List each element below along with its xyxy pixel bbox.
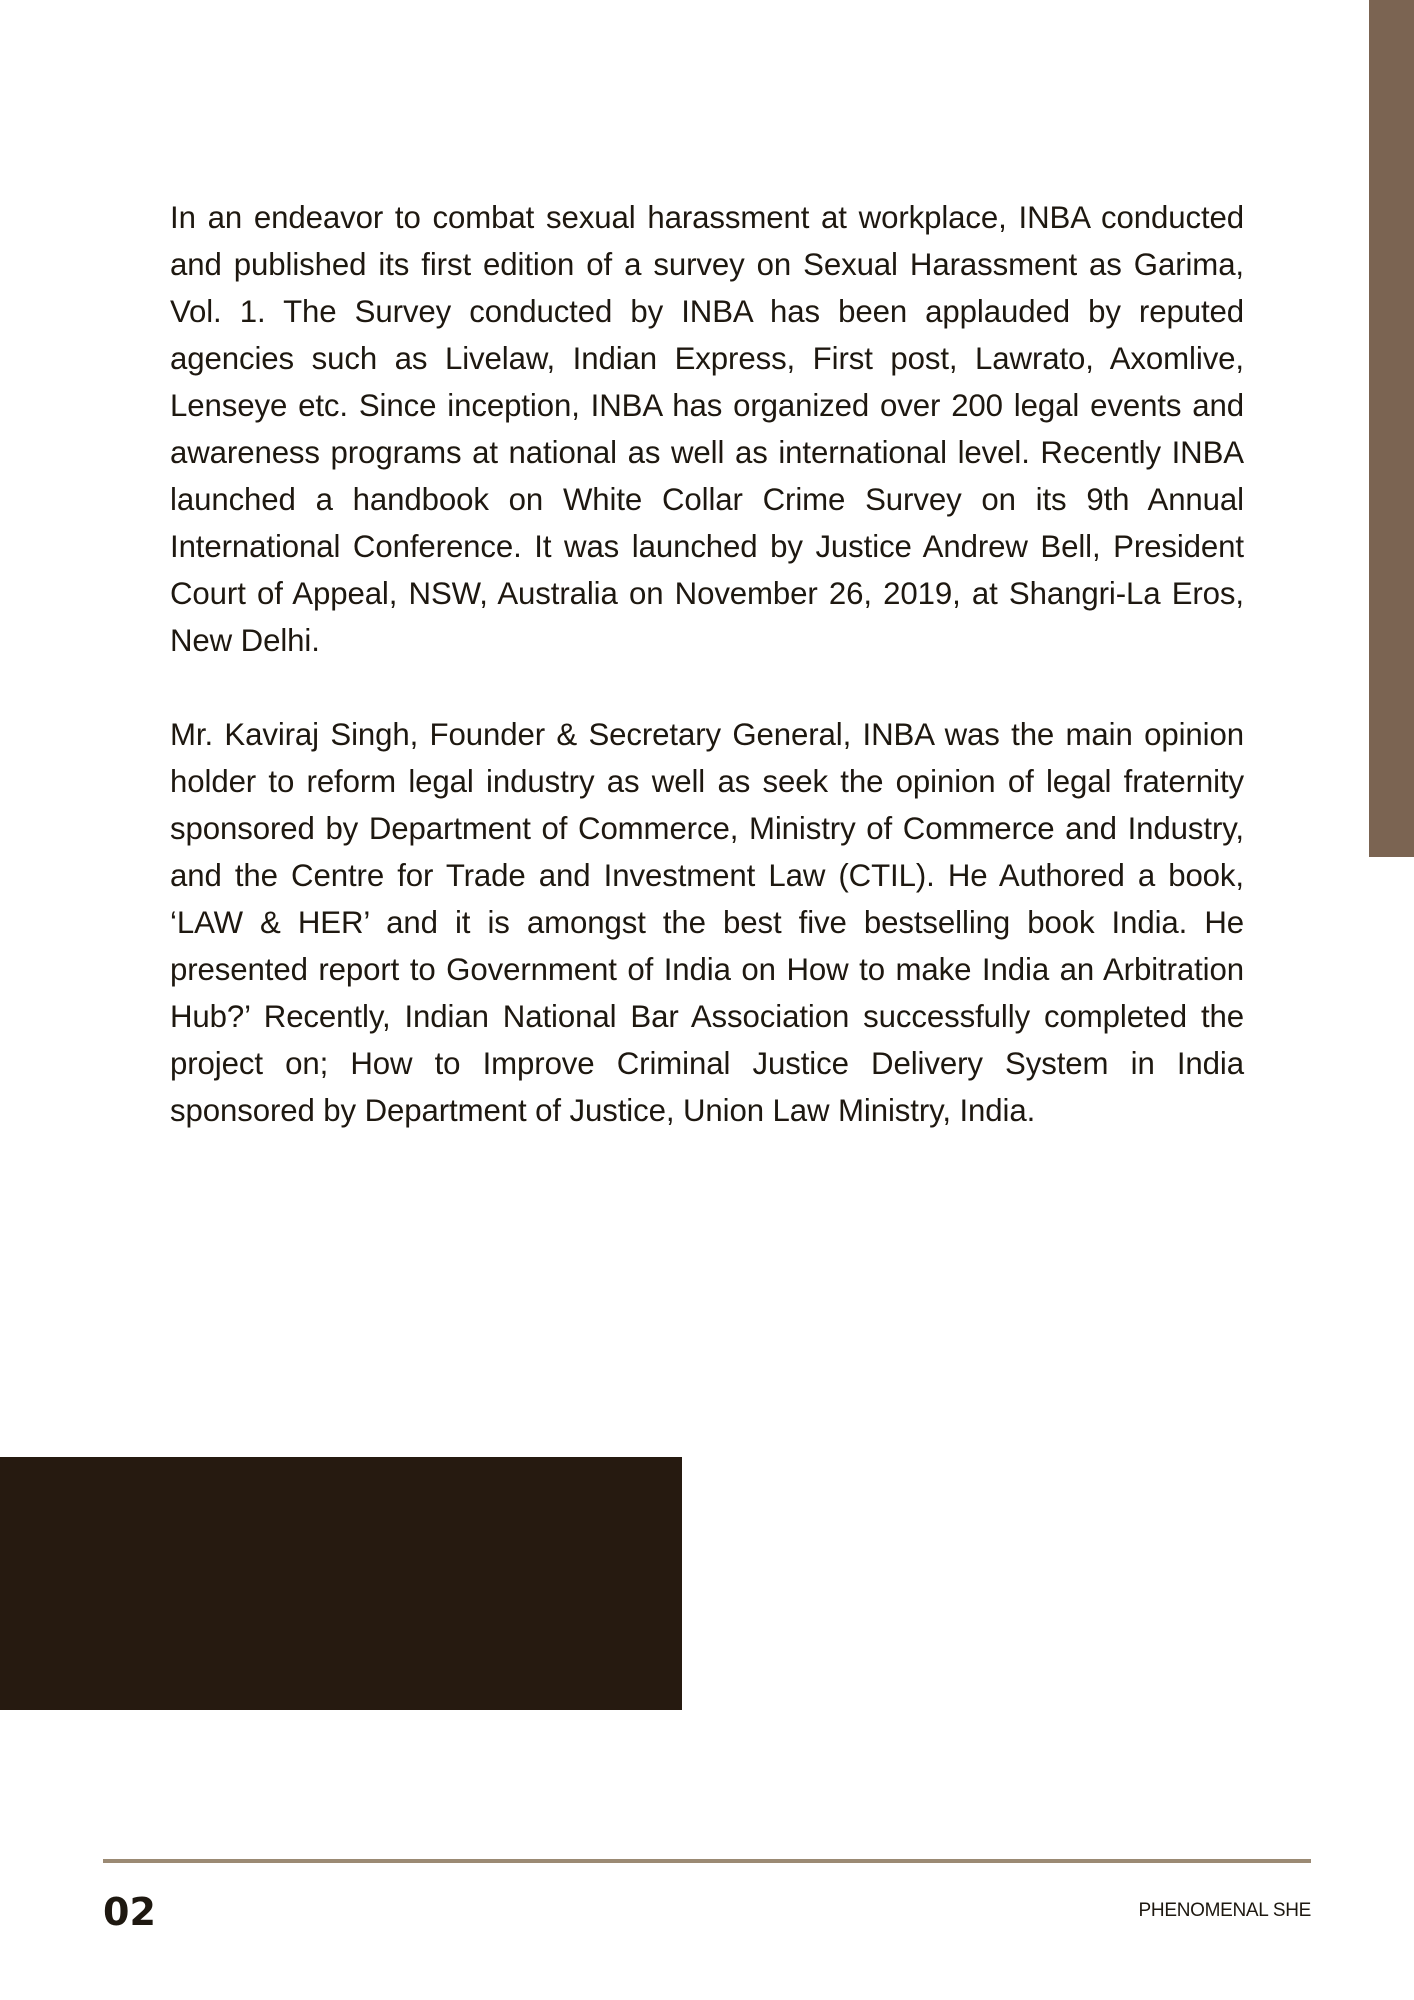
paragraph-kaviraj-singh: Mr. Kaviraj Singh, Founder & Secretary General, INBA was the main opinion holder to reform legal industry as well as seek the opinion of legal fraternity sponsored by Department of Commerce, Ministry of Commerce and Industry, and the Centre for Trade and Investment Law (CTIL). He Authored a book, ‘LAW & HER’ and it is amongst the best five bestselling book India. He presented report to Government of India on How to make India an Arbitration Hub?’ Recently, Indian National Bar Association successfully completed the project on; How to Improve Criminal Justice Delivery System in India sponsored by Department of Justice, Union Law Ministry, India. — [170, 717, 1244, 1128]
decorative-dark-block — [0, 1457, 682, 1710]
footer-divider — [103, 1859, 1311, 1863]
paragraph-inba-survey: In an endeavor to combat sexual harassment at workplace, INBA conducted and published its first edition of a survey on Sexual Harassment as Garima, Vol. 1. The Survey conducted by INBA has been applauded by reputed agencies such as Livelaw, Indian Express, First post, Lawrato, Axomlive, Lenseye etc. Since inception, INBA has organized over 200 legal events and awareness programs at national as well as international level. Recently INBA launched a handbook on White Collar Crime Survey on its 9th Annual International Conference. It was launched by Justice Andrew Bell, President Court of Appeal, NSW, Australia on November 26, 2019, at Shangri-La Eros, New Delhi. — [170, 200, 1244, 658]
page-number: 02 — [103, 1890, 156, 1934]
decorative-side-bar — [1369, 0, 1414, 857]
body-text — [170, 194, 1244, 1134]
running-title: PHENOMENAL SHE — [1138, 1900, 1311, 1921]
